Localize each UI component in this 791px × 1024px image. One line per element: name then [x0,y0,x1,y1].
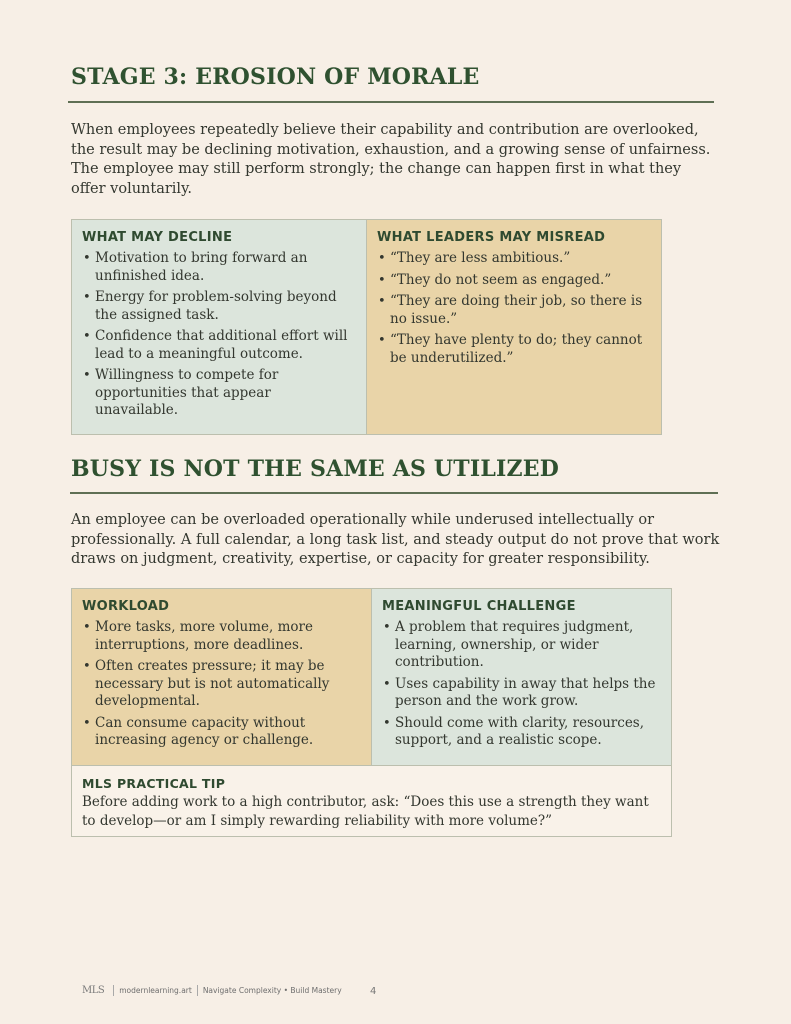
tip-text: Before adding work to a high contributor, ask: “Does this use a strength they want to develop—or am I simply rewarding reliability with more volume?” [82,794,649,829]
section-intro: An employee can be overloaded operationally while underused intellectually or professionally. A full calendar, a long task list, and steady output do not prove that work draws on judgment, creativity, expertise, or capacity for greater responsibility. [71,512,720,567]
panel-title: WHAT LEADERS MAY MISREAD [377,230,606,245]
list-item: • Can consume capacity without increasing agency or challenge. [95,715,361,750]
page-number: 4 [370,986,377,997]
section-intro: When employees repeatedly believe their capability and contribution are overlooked, the result may be declining motivation, exhaustion, and a growing sense of unfairness. The employee may still perform strongly; the change can happen first in what they offer voluntarily. [71,122,711,197]
section-divider [70,492,718,494]
list-item: • Energy for problem-solving beyond the assigned task. [95,289,356,324]
list-item: • Willingness to compete for opportunities that appear unavailable. [95,367,356,420]
section-title-erosion-of-morale: STAGE 3: EROSION OF MORALE [71,64,480,90]
list-item: • More tasks, more volume, more interruptions, more deadlines. [95,619,361,654]
bullet-list [377,250,651,367]
panel-title: MEANINGFUL CHALLENGE [382,599,576,614]
footer-tagline: Navigate Complexity • Build Mastery [202,985,342,995]
divider [197,985,198,996]
footer [82,983,342,997]
bullet-list [82,250,356,420]
panel-meaningful-challenge [371,588,672,766]
list-item: • “They have plenty to do; they cannot be underutilized.” [390,332,651,367]
mls-logo: MLS [82,984,105,996]
list-item: • “They are less ambitious.” [390,250,651,268]
list-item: • A problem that requires judgment, learning, ownership, or wider contribution. [395,619,661,672]
panel-title: WORKLOAD [82,599,170,614]
list-item: • “They do not seem as engaged.” [390,272,651,290]
section-divider [68,101,714,103]
panel-workload [71,588,372,766]
footer-site: modernlearning.art [119,985,192,995]
list-item: • Often creates pressure; it may be necessary but is not automatically developmental. [95,658,361,711]
panel-what-leaders-may-misread [366,219,662,435]
section-title-busy-not-utilized: BUSY IS NOT THE SAME AS UTILIZED [71,456,560,482]
tip-title: MLS PRACTICAL TIP [82,776,226,791]
bullet-list [82,619,361,750]
list-item: • Confidence that additional effort will lead to a meaningful outcome. [95,328,356,363]
list-item: • “They are doing their job, so there is no issue.” [390,293,651,328]
practical-tip-box [71,765,672,837]
divider [113,985,114,996]
list-item: • Should come with clarity, resources, support, and a realistic scope. [395,715,661,750]
list-item: • Motivation to bring forward an unfinished idea. [95,250,356,285]
panel-title: WHAT MAY DECLINE [82,230,233,245]
bullet-list [382,619,661,750]
list-item: • Uses capability in away that helps the person and the work grow. [395,676,661,711]
panel-what-may-decline [71,219,367,435]
